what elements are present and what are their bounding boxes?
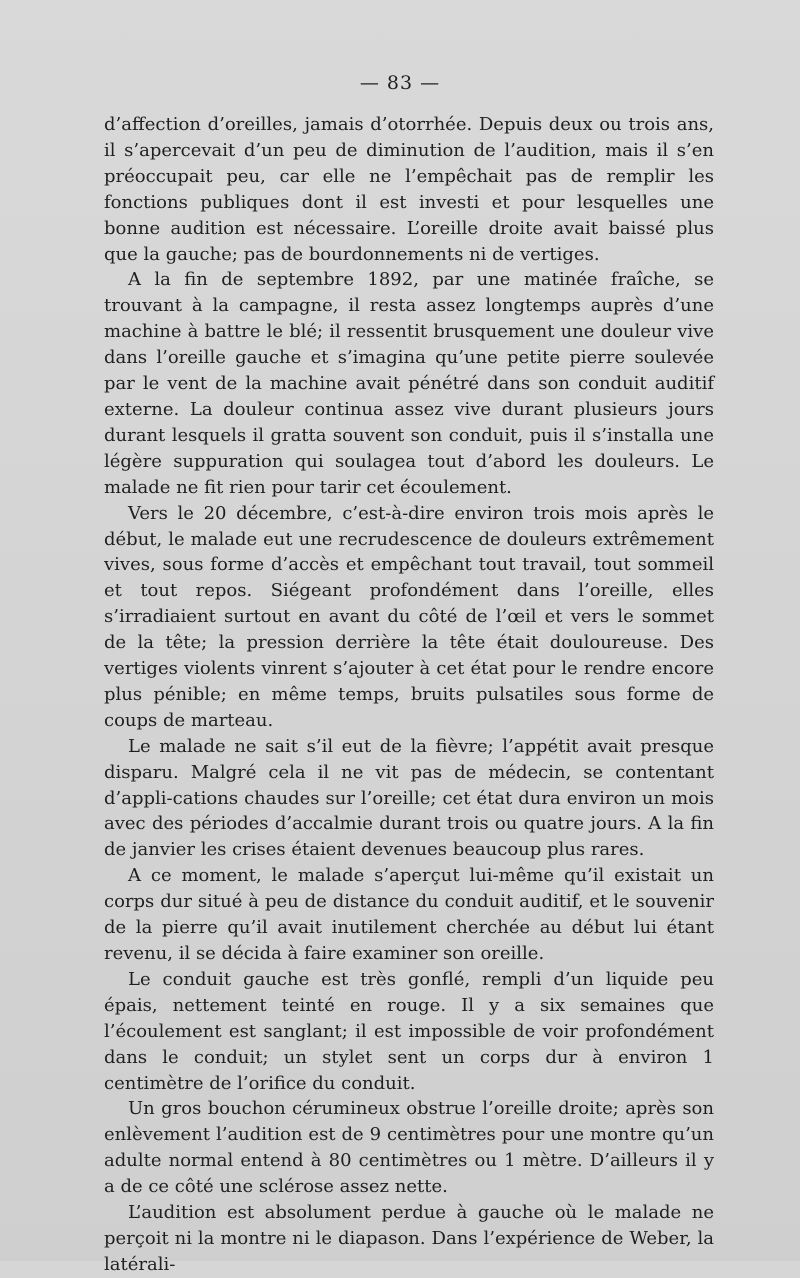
paragraph-5: A ce moment, le malade s’aperçut lui-même qu’il existait un corps dur situé à peu de distance du conduit auditif, et le souvenir de la pierre qu’il avait inutilement cherchée au début lui étant revenu, il se décida à faire examiner son oreille.	[104, 865, 714, 964]
body-text	[104, 112, 714, 1278]
paragraph-3: Vers le 20 décembre, c’est-à-dire environ trois mois après le début, le malade eut une recrudescence de douleurs extrêmement vives, sous forme d’accès et empêchant tout travail, tout sommeil et tout repos. Siégeant profondément dans l’oreille, elles s’irradiaient surtout en avant du côté de l’œil et vers le sommet de la tête; la pression derrière la tête était douloureuse. Des vertiges violents vinrent s’ajouter à cet état pour le rendre encore plus pénible; en même temps, bruits pulsatiles sous forme de coups de marteau.	[104, 502, 714, 731]
paragraph-1: d’affection d’oreilles, jamais d’otorrhée. Depuis deux ou trois ans, il s’apercevait d’un peu de diminution de l’audition, mais il s’en préoccupait peu, car elle ne l’empêchait pas de remplir les fonctions publiques dont il est investi et pour lesquelles une bonne audition est nécessaire. L’oreille droite avait baissé plus que la gauche; pas de bourdonnements ni de vertiges.	[104, 114, 714, 265]
paragraph-7: Un gros bouchon cérumineux obstrue l’oreille droite; après son enlèvement l’audition est de 9 centimètres pour une montre qu’un adulte normal entend à 80 centimètres ou 1 mètre. D’ailleurs il y a de ce côté une sclérose assez nette.	[104, 1098, 714, 1198]
paragraph-6: Le conduit gauche est très gonflé, rempli d’un liquide peu épais, nettement teinté en rouge. Il y a six semaines que l’écoulement est sanglant; il est impossible de voir profondément dans le conduit; un stylet sent un corps dur à environ 1 centimètre de l’orifice du conduit.	[104, 968, 714, 1094]
paragraph-2: A la fin de septembre 1892, par une matinée fraîche, se trouvant à la campagne, il resta assez longtemps auprès d’une machine à battre le blé; il ressentit brusquement une douleur vive dans l’oreille gauche et s’imagina qu’une petite pierre soulevée par le vent de la machine avait pénétré dans son conduit auditif externe. La douleur continua assez vive durant plusieurs jours durant lesquels il gratta souvent son conduit, puis il s’installa une légère suppuration qui soulagea tout d’abord les douleurs. Le malade ne fit rien pour tarir cet écoulement.	[104, 269, 714, 498]
paragraph-4: Le malade ne sait s’il eut de la fièvre; l’appétit avait presque disparu. Malgré cela il ne vit pas de médecin, se contentant d’appli-cations chaudes sur l’oreille; cet état dura environ un mois avec des périodes d’accalmie durant trois ou quatre jours. A la fin de janvier les crises étaient devenues beaucoup plus rares.	[104, 735, 714, 861]
paragraph-8: L’audition est absolument perdue à gauche où le malade ne perçoit ni la montre ni le diapason. Dans l’expérience de Weber, la latérali-	[104, 1202, 714, 1275]
page-number: — 83 —	[359, 72, 441, 94]
